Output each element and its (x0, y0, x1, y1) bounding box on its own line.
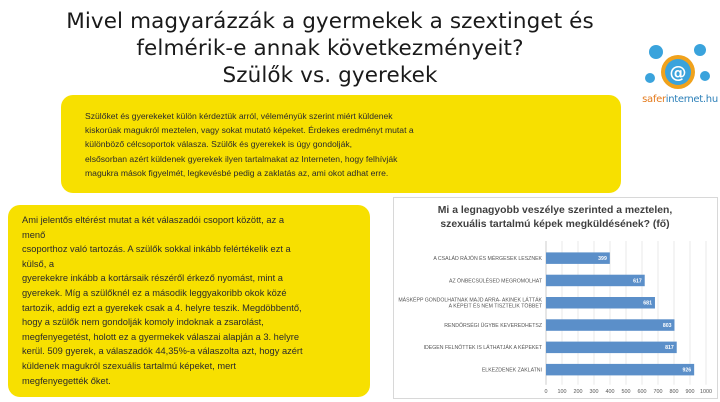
intro-line: elsősorban azért küldenek gyerekek ilyen tartalmakat az Interneten, hogy felhívják (85, 153, 398, 164)
bar (546, 342, 677, 354)
x-tick-label: 0 (544, 388, 548, 395)
chart-title-line: szexuális tartalmú képek megküldésének? (fő) (440, 219, 670, 230)
detail-line: megfenyegetést, holott ez a gyermekek válaszai alapján a 3. helyre (22, 331, 300, 342)
x-tick-label: 800 (669, 388, 679, 395)
page-title (20, 8, 640, 89)
bar-value-label: 617 (633, 278, 642, 285)
intro-line: különböző célcsoportok válasza. Szülők és gyerekek is úgy gondolják, (85, 139, 353, 150)
category-label: IDEGEN FELNŐTTEK IS LÁTHATJÁK A KÉPEKET (423, 345, 542, 352)
detail-line: külső, a (22, 258, 55, 269)
category-label: A KÉPEIT ÉS NEM TISZTELIK TÖBBET (448, 303, 542, 310)
detail-line: Ami jelentős eltérést mutat a két válaszadói csoport között, az a (22, 215, 284, 225)
intro-text-box (61, 95, 621, 193)
detail-line: kerül. 509 gyerek, a válaszadók 44,35%-a válaszolta azt, hogy azért (22, 346, 303, 357)
x-tick-label: 300 (589, 388, 599, 395)
x-tick-label: 1000 (700, 388, 712, 395)
x-tick-label: 900 (685, 388, 695, 395)
x-tick-label: 700 (653, 388, 663, 395)
detail-line: tartozik, addig ezt a gyerekek csak a 4. helyre teszik. Megdöbbentő, (22, 302, 302, 313)
x-tick-label: 600 (637, 388, 647, 395)
x-tick-label: 100 (557, 388, 567, 395)
detail-line: gyerekekre inkább a kortársaik részéről érkező nyomást, mint a (22, 273, 283, 284)
title-line: Mivel magyarázzák a gyermekek a szextinget és (66, 9, 594, 34)
detail-line: menő (22, 229, 46, 240)
bar-value-label: 803 (662, 322, 672, 329)
logo-text-internet: internet.hu (665, 94, 718, 105)
detail-line: csoporthoz való tartozás. A szülők sokkal inkább felértékelik ezt a (22, 244, 291, 255)
bar (546, 319, 674, 331)
title-line: felmérik-e annak következményeit? (136, 36, 524, 61)
category-label: RENDŐRSÉGI ÜGYBE KEVEREDHETSZ (444, 322, 542, 329)
bar-value-label: 399 (598, 255, 607, 262)
bar (546, 364, 694, 376)
intro-line: kiskorúak magukról meztelen, vagy sokat mutató képeket. Érdekes eredményt mutat a (85, 125, 414, 136)
x-tick-label: 400 (605, 388, 615, 395)
bar-value-label: 817 (665, 345, 674, 352)
chart-title-line: Mi a legnagyobb veszélye szerinted a meztelen, (437, 205, 673, 216)
logo-text-safer: safer (642, 94, 666, 105)
category-label: ELKEZDENEK ZAKLATNI (481, 367, 542, 374)
bar-value-label: 681 (643, 300, 652, 307)
bar-chart (393, 197, 716, 397)
detail-line: hogy a szülők nem gondolják komoly indoknak a zsarolást, (22, 317, 264, 328)
title-line: Szülők vs. gyerekek (222, 63, 438, 88)
category-label: AZ ÖNBECSÜLÉSED MEGROMOLHAT (448, 278, 542, 285)
detail-line: küldenek magukról szexuális tartalmú képeket, mert (22, 360, 236, 371)
svg-text:@: @ (669, 63, 687, 83)
detail-line: gyerekek. Míg a szülőknél ez a második leggyakoribb okok közé (22, 287, 287, 298)
detail-text-box (8, 205, 370, 397)
logo-wordmark (640, 94, 720, 105)
x-tick-label: 500 (621, 388, 631, 395)
intro-line: magukra mások figyelmét, legkevésbé pedig a zaklatás az, ami okot adhat erre. (85, 167, 389, 178)
detail-line: megfenyegették őket. (22, 375, 111, 386)
bar (546, 275, 645, 287)
intro-line: Szülőket és gyerekeket külön kérdeztük arról, véleményük szerint miért küldenek (85, 111, 393, 121)
category-label: MÁSKÉPP GONDOLHATNAK MAJD ARRA- AKINEK LÁTTÁK (398, 297, 542, 304)
bar-value-label: 926 (682, 367, 692, 374)
category-label: A CSALÁD RÁJÖN ÉS MÉRGESEK LESZNEK (433, 255, 542, 262)
x-tick-label: 200 (573, 388, 583, 395)
bar (546, 297, 655, 309)
